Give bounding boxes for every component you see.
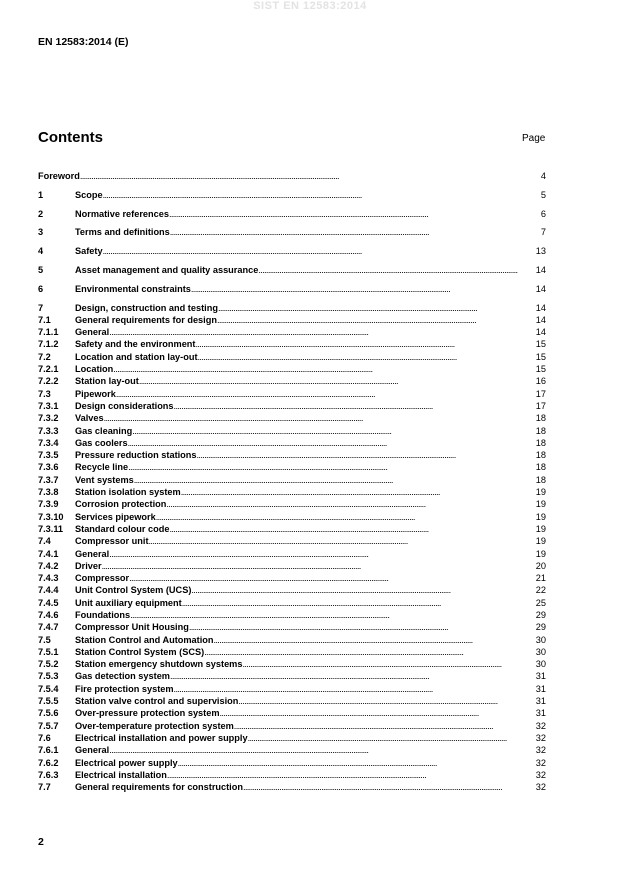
toc-entry-page: 7 [540, 227, 546, 238]
dot-leader [181, 486, 536, 498]
toc-entry-title: Design, construction and testing [75, 302, 218, 313]
dot-leader [248, 732, 536, 744]
toc-entry[interactable] [38, 621, 546, 633]
dot-leader [238, 695, 535, 707]
toc-entry-title: Driver [75, 560, 102, 571]
dot-leader [129, 572, 536, 584]
toc-entry[interactable] [38, 189, 546, 208]
toc-entry-title: Over-pressure protection system [75, 708, 220, 719]
dot-leader [170, 670, 536, 682]
toc-entry-page: 19 [535, 511, 546, 522]
toc-entry-number: 7.4.3 [38, 573, 59, 584]
toc-entry-number: 7.6.3 [38, 769, 59, 780]
toc-entry-number: 7.2.2 [38, 376, 59, 387]
toc-entry[interactable] [38, 245, 546, 264]
toc-entry-page: 5 [540, 189, 546, 200]
toc-entry-title: Unit auxiliary equipment [75, 597, 182, 608]
toc-entry[interactable] [38, 326, 546, 338]
toc-entry-title: Gas coolers [75, 437, 128, 448]
toc-entry[interactable] [38, 572, 546, 584]
dot-leader [242, 658, 535, 670]
toc-entry[interactable] [38, 560, 546, 572]
toc-entry-title: Scope [75, 189, 103, 200]
table-of-contents [38, 170, 546, 793]
toc-entry-title: Safety [75, 246, 103, 257]
toc-entry-page: 18 [535, 437, 546, 448]
toc-entry-title: Station valve control and supervision [75, 696, 239, 707]
toc-entry-title: Pipework [75, 388, 116, 399]
toc-entry[interactable] [38, 314, 546, 326]
toc-entry-number: 7.3.10 [38, 511, 64, 522]
dot-leader [109, 326, 536, 338]
page-column-label: Page [522, 133, 546, 144]
dot-leader [130, 609, 536, 621]
dot-leader [128, 437, 536, 449]
toc-entry-page: 32 [535, 782, 546, 793]
dot-leader [178, 757, 536, 769]
toc-entry-title: Electrical power supply [75, 757, 178, 768]
toc-entry-title: Environmental constraints [75, 283, 191, 294]
toc-entry[interactable] [38, 548, 546, 560]
toc-entry-title: Asset management and quality assurance [75, 264, 259, 275]
toc-entry-title: Gas cleaning [75, 425, 133, 436]
toc-entry-title: Electrical installation and power supply [75, 732, 248, 743]
toc-entry-title: Station Control and Automation [75, 634, 214, 645]
toc-entry-page: 22 [535, 585, 546, 596]
dot-leader [170, 226, 541, 238]
toc-entry-title: Compressor unit [75, 536, 149, 547]
toc-entry-page: 32 [535, 745, 546, 756]
toc-entry-page: 19 [535, 536, 546, 547]
toc-entry-number: 7.3.7 [38, 474, 59, 485]
toc-entry-page: 13 [535, 246, 546, 257]
toc-entry-page: 32 [535, 757, 546, 768]
toc-entry-page: 19 [535, 523, 546, 534]
dot-leader [103, 245, 536, 257]
toc-entry[interactable] [38, 226, 546, 245]
toc-entry-number: 7.4.7 [38, 622, 59, 633]
toc-entry[interactable] [38, 670, 546, 682]
toc-entry-title: Station lay-out [75, 376, 139, 387]
toc-entry[interactable] [38, 511, 546, 523]
toc-entry[interactable] [38, 437, 546, 449]
toc-entry-number: 7.5.1 [38, 646, 59, 657]
toc-entry-page: 18 [535, 425, 546, 436]
toc-entry-number: 7.1.1 [38, 327, 59, 338]
toc-entry-page: 32 [535, 732, 546, 743]
toc-entry-number: 4 [38, 246, 44, 257]
toc-entry[interactable] [38, 338, 546, 350]
document-id: EN 12583:2014 (E) [38, 36, 129, 48]
toc-entry[interactable] [38, 658, 546, 670]
toc-entry-number: 7.5 [38, 634, 51, 645]
toc-entry-page: 19 [535, 548, 546, 559]
toc-entry-title: Normative references [75, 208, 169, 219]
toc-entry[interactable] [38, 412, 546, 424]
toc-entry-title: Design considerations [75, 400, 174, 411]
toc-entry-number: 7.3 [38, 388, 51, 399]
toc-entry-title: Valves [75, 413, 104, 424]
toc-entry-number: 7.5.2 [38, 659, 59, 670]
toc-entry[interactable] [38, 523, 546, 535]
toc-entry-number: 2 [38, 208, 44, 219]
toc-entry-number: 3 [38, 227, 44, 238]
toc-entry-page: 14 [535, 314, 546, 325]
toc-entry-title: General [75, 548, 110, 559]
toc-entry-title: Station emergency shutdown systems [75, 659, 243, 670]
toc-entry-number: 7.5.3 [38, 671, 59, 682]
dot-leader [116, 388, 536, 400]
toc-entry[interactable] [38, 732, 546, 744]
toc-entry[interactable] [38, 683, 546, 695]
dot-leader [149, 535, 536, 547]
toc-entry-number: 7.6 [38, 732, 51, 743]
toc-entry-page: 17 [535, 388, 546, 399]
toc-entry-number: 7.3.6 [38, 462, 59, 473]
toc-entry-page: 4 [540, 171, 546, 181]
toc-entry-page: 15 [535, 339, 546, 350]
toc-entry-number: 7.2 [38, 351, 51, 362]
dot-leader [156, 511, 536, 523]
toc-entry-page: 31 [535, 708, 546, 719]
toc-entry-number: 7.3.3 [38, 425, 59, 436]
dot-leader [102, 560, 536, 572]
toc-entry-title: Foundations [75, 610, 131, 620]
toc-entry[interactable] [38, 609, 546, 621]
dot-leader [197, 449, 536, 461]
toc-entry-number: 7 [38, 302, 44, 313]
toc-entry-page: 14 [535, 302, 546, 313]
toc-entry-number: 7.3.8 [38, 487, 59, 498]
toc-entry[interactable] [38, 498, 546, 510]
toc-entry-number: 7.4.5 [38, 597, 59, 608]
toc-entry-title: Services pipework [75, 511, 156, 522]
dot-leader [128, 461, 536, 473]
toc-entry-number: 5 [38, 264, 44, 275]
toc-entry-page: 31 [535, 696, 546, 707]
toc-entry-title: General requirements for design [75, 314, 217, 325]
toc-entry-number: 7.7 [38, 782, 51, 793]
toc-entry-number: 7.5.4 [38, 683, 59, 694]
toc-entry-number: 7.4.6 [38, 610, 59, 620]
toc-entry-page: 31 [535, 671, 546, 682]
dot-leader [104, 412, 536, 424]
toc-entry-title: Location and station lay-out [75, 351, 198, 362]
toc-entry-title: General [75, 745, 110, 756]
dot-leader [191, 584, 535, 596]
dot-leader [134, 474, 536, 486]
toc-entry-number: 7.5.6 [38, 708, 59, 719]
dot-leader [167, 769, 536, 781]
dot-leader [139, 375, 536, 387]
toc-entry[interactable] [38, 707, 546, 719]
toc-entry-title: Station isolation system [75, 487, 181, 498]
toc-entry-page: 19 [535, 487, 546, 498]
toc-entry-title: Vent systems [75, 474, 134, 485]
dot-leader [109, 744, 536, 756]
page-number: 2 [38, 836, 44, 848]
toc-entry-title: Foreword [38, 171, 80, 181]
toc-entry-number: 7.3.9 [38, 499, 59, 510]
toc-entry[interactable] [38, 757, 546, 769]
toc-entry-page: 31 [535, 683, 546, 694]
dot-leader [174, 400, 536, 412]
toc-entry-number: 7.5.7 [38, 720, 59, 731]
toc-entry-page: 18 [535, 474, 546, 485]
dot-leader [113, 363, 535, 375]
toc-entry[interactable] [38, 744, 546, 756]
toc-entry-number: 7.3.1 [38, 400, 59, 411]
toc-entry-page: 17 [535, 400, 546, 411]
toc-entry-number: 7.1 [38, 314, 51, 325]
toc-entry[interactable] [38, 375, 546, 387]
toc-entry[interactable] [38, 351, 546, 363]
toc-entry-title: Unit Control System (UCS) [75, 585, 192, 596]
toc-entry-page: 21 [535, 573, 546, 584]
toc-entry[interactable] [38, 781, 546, 793]
toc-entry[interactable] [38, 769, 546, 781]
toc-entry-number: 7.6.2 [38, 757, 59, 768]
dot-leader [218, 302, 536, 314]
toc-entry-title: Station Control System (SCS) [75, 646, 205, 657]
toc-entry-title: Fire protection system [75, 683, 174, 694]
toc-entry[interactable] [38, 363, 546, 375]
toc-entry-title: Pressure reduction stations [75, 450, 197, 461]
toc-entry-page: 32 [535, 720, 546, 731]
toc-entry-page: 29 [535, 622, 546, 633]
toc-entry-title: Standard colour code [75, 523, 170, 534]
toc-entry-title: Location [75, 364, 114, 375]
dot-leader [109, 548, 536, 560]
toc-entry-page: 6 [540, 208, 546, 219]
toc-entry-number: 7.3.11 [38, 523, 64, 534]
toc-entry-title: Recycle line [75, 462, 129, 473]
toc-entry-title: Gas detection system [75, 671, 170, 682]
toc-entry-page: 20 [535, 560, 546, 571]
toc-entry[interactable] [38, 283, 546, 302]
watermark: SIST EN 12583:2014 [253, 0, 367, 12]
toc-entry-number: 7.4.4 [38, 585, 59, 596]
toc-entry[interactable] [38, 425, 546, 437]
toc-entry[interactable] [38, 170, 546, 189]
dot-leader [132, 425, 536, 437]
toc-entry-number: 7.3.2 [38, 413, 59, 424]
toc-entry[interactable] [38, 695, 546, 707]
dot-leader [169, 523, 535, 535]
dot-leader [198, 351, 536, 363]
toc-entry-page: 19 [535, 499, 546, 510]
toc-entry-page: 30 [535, 646, 546, 657]
toc-entry-number: 7.1.2 [38, 339, 59, 350]
toc-entry[interactable] [38, 208, 546, 227]
toc-entry-title: Terms and definitions [75, 227, 170, 238]
toc-entry[interactable] [38, 400, 546, 412]
toc-entry-page: 14 [535, 264, 546, 275]
dot-leader [191, 283, 536, 295]
dot-leader [213, 634, 535, 646]
toc-entry-number: 7.6.1 [38, 745, 59, 756]
toc-entry-title: Compressor Unit Housing [75, 622, 189, 633]
toc-entry-title: Over-temperature protection system [75, 720, 234, 731]
dot-leader [234, 720, 536, 732]
toc-entry[interactable] [38, 474, 546, 486]
dot-leader [169, 208, 541, 220]
toc-entry[interactable] [38, 597, 546, 609]
toc-entry[interactable] [38, 486, 546, 498]
toc-entry-page: 18 [535, 413, 546, 424]
dot-leader [195, 338, 535, 350]
toc-entry-page: 29 [535, 610, 546, 620]
toc-entry-page: 18 [535, 450, 546, 461]
contents-title: Contents [38, 129, 103, 146]
toc-entry[interactable] [38, 461, 546, 473]
toc-entry-page: 15 [535, 364, 546, 375]
toc-entry-page: 14 [535, 327, 546, 338]
dot-leader [174, 683, 536, 695]
toc-entry[interactable] [38, 388, 546, 400]
toc-entry-number: 7.5.5 [38, 696, 59, 707]
toc-entry[interactable] [38, 584, 546, 596]
toc-entry-number: 7.3.4 [38, 437, 59, 448]
toc-entry-page: 32 [535, 769, 546, 780]
toc-entry-title: General requirements for construction [75, 782, 243, 793]
dot-leader [166, 498, 535, 510]
dot-leader [80, 170, 541, 182]
dot-leader [103, 189, 541, 201]
dot-leader [258, 264, 535, 276]
toc-entry-page: 30 [535, 634, 546, 645]
toc-entry[interactable] [38, 264, 546, 283]
toc-entry-title: Electrical installation [75, 769, 167, 780]
toc-entry-number: 7.4.1 [38, 548, 59, 559]
toc-entry[interactable] [38, 646, 546, 658]
toc-entry-page: 30 [535, 659, 546, 670]
toc-entry-number: 6 [38, 283, 44, 294]
toc-entry-title: General [75, 327, 110, 338]
toc-entry-page: 14 [535, 283, 546, 294]
toc-entry-title: Corrosion protection [75, 499, 167, 510]
toc-entry[interactable] [38, 449, 546, 461]
toc-entry-number: 7.4 [38, 536, 51, 547]
toc-entry-number: 7.4.2 [38, 560, 59, 571]
dot-leader [182, 597, 536, 609]
toc-entry-title: Safety and the environment [75, 339, 196, 350]
toc-entry-title: Compressor [75, 573, 130, 584]
dot-leader [243, 781, 536, 793]
toc-entry[interactable] [38, 720, 546, 732]
dot-leader [220, 707, 536, 719]
dot-leader [204, 646, 536, 658]
dot-leader [189, 621, 536, 633]
toc-entry[interactable] [38, 302, 546, 314]
toc-entry-number: 7.2.1 [38, 364, 59, 375]
toc-entry-page: 16 [535, 376, 546, 387]
toc-entry-number: 7.3.5 [38, 450, 59, 461]
dot-leader [217, 314, 536, 326]
toc-entry-page: 18 [535, 462, 546, 473]
toc-entry[interactable] [38, 535, 546, 547]
toc-entry-page: 25 [535, 597, 546, 608]
toc-entry[interactable] [38, 634, 546, 646]
toc-entry-page: 15 [535, 351, 546, 362]
toc-entry-number: 1 [38, 189, 44, 200]
